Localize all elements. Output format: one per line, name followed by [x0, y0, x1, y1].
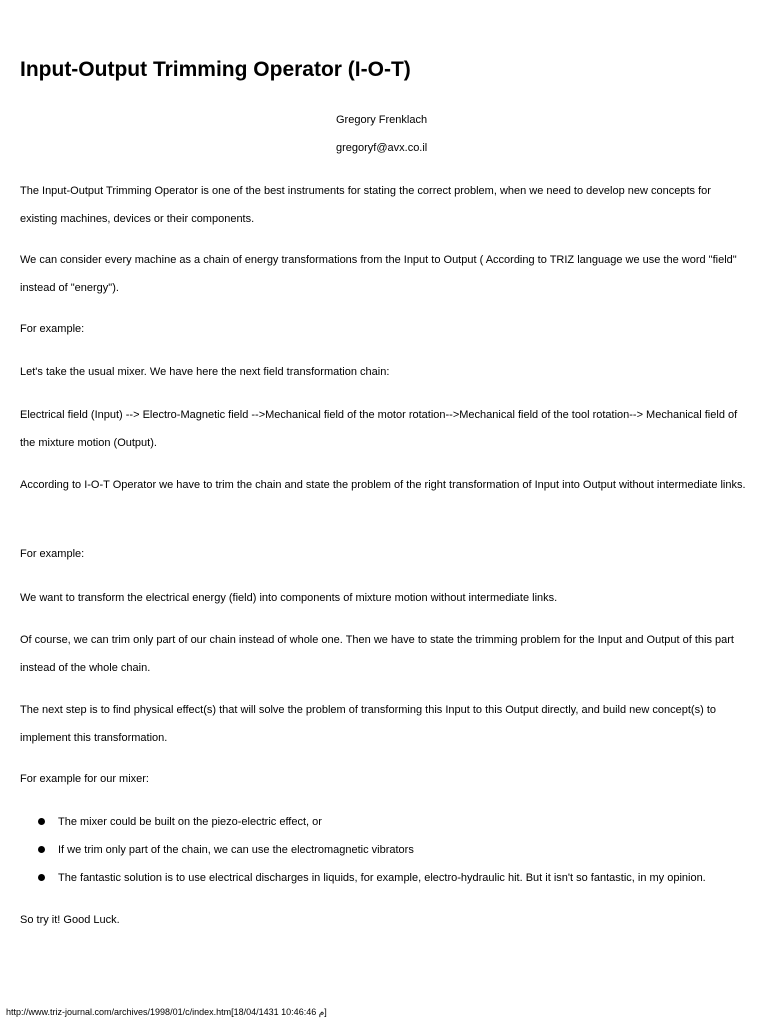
paragraph-energy-chain: We can consider every machine as a chain of energy transformations from the Input to Output ( According to TRIZ language we use the word "field" instead of "energy"). — [20, 254, 737, 294]
list-item — [38, 841, 758, 859]
bullet-icon — [38, 818, 45, 825]
page-title: Input-Output Trimming Operator (I-O-T) — [20, 58, 411, 81]
paragraph-for-example: For example: — [20, 323, 85, 335]
list-item-text: The mixer could be built on the piezo-electric effect, or — [58, 816, 322, 828]
paragraph-transform-energy: We want to transform the electrical energy (field) into components of mixture motion without intermediate links. — [20, 592, 558, 604]
author-name: Gregory Frenklach — [336, 114, 428, 126]
author-email[interactable]: gregoryf@avx.co.il — [336, 142, 428, 154]
paragraph-field-chain: Electrical field (Input) --> Electro-Magnetic field -->Mechanical field of the motor rotation-->Mechanical field of the tool rotation--> Mechanical field of the mixture motion (Output). — [20, 409, 738, 449]
bullet-icon — [38, 874, 45, 881]
paragraph-closing: So try it! Good Luck. — [20, 914, 120, 926]
paragraph-mixer-intro: Let's take the usual mixer. We have here the next field transformation chain: — [20, 366, 390, 378]
paragraph-for-example-2: For example: — [20, 548, 85, 560]
list-item — [38, 869, 758, 887]
list-item — [38, 813, 758, 831]
footer-url: http://www.triz-journal.com/archives/1998/01/c/index.htm[م 10:46:46 18/04/1431] — [6, 1007, 327, 1017]
list-item-text: The fantastic solution is to use electrical discharges in liquids, for example, electro-hydraulic hit. But it isn't so fantastic, in my opinion. — [58, 872, 706, 884]
paragraph-mixer-example: For example for our mixer: — [20, 773, 149, 785]
paragraph-trim-part: Of course, we can trim only part of our chain instead of whole one. Then we have to state the trimming problem for the Input and Output of this part instead of the whole chain. — [20, 634, 734, 674]
paragraph-next-step: The next step is to find physical effect(s) that will solve the problem of transforming this Input to this Output directly, and build new concept(s) to implement this transformation. — [20, 704, 716, 744]
paragraph-iot-trim: According to I-O-T Operator we have to trim the chain and state the problem of the right transformation of Input into Output without intermediate links. — [20, 479, 746, 491]
list-item-text: If we trim only part of the chain, we can use the electromagnetic vibrators — [58, 844, 414, 856]
paragraph-intro: The Input-Output Trimming Operator is one of the best instruments for stating the correct problem, when we need to develop new concepts for existing machines, devices or their components. — [20, 185, 711, 225]
bullet-icon — [38, 846, 45, 853]
